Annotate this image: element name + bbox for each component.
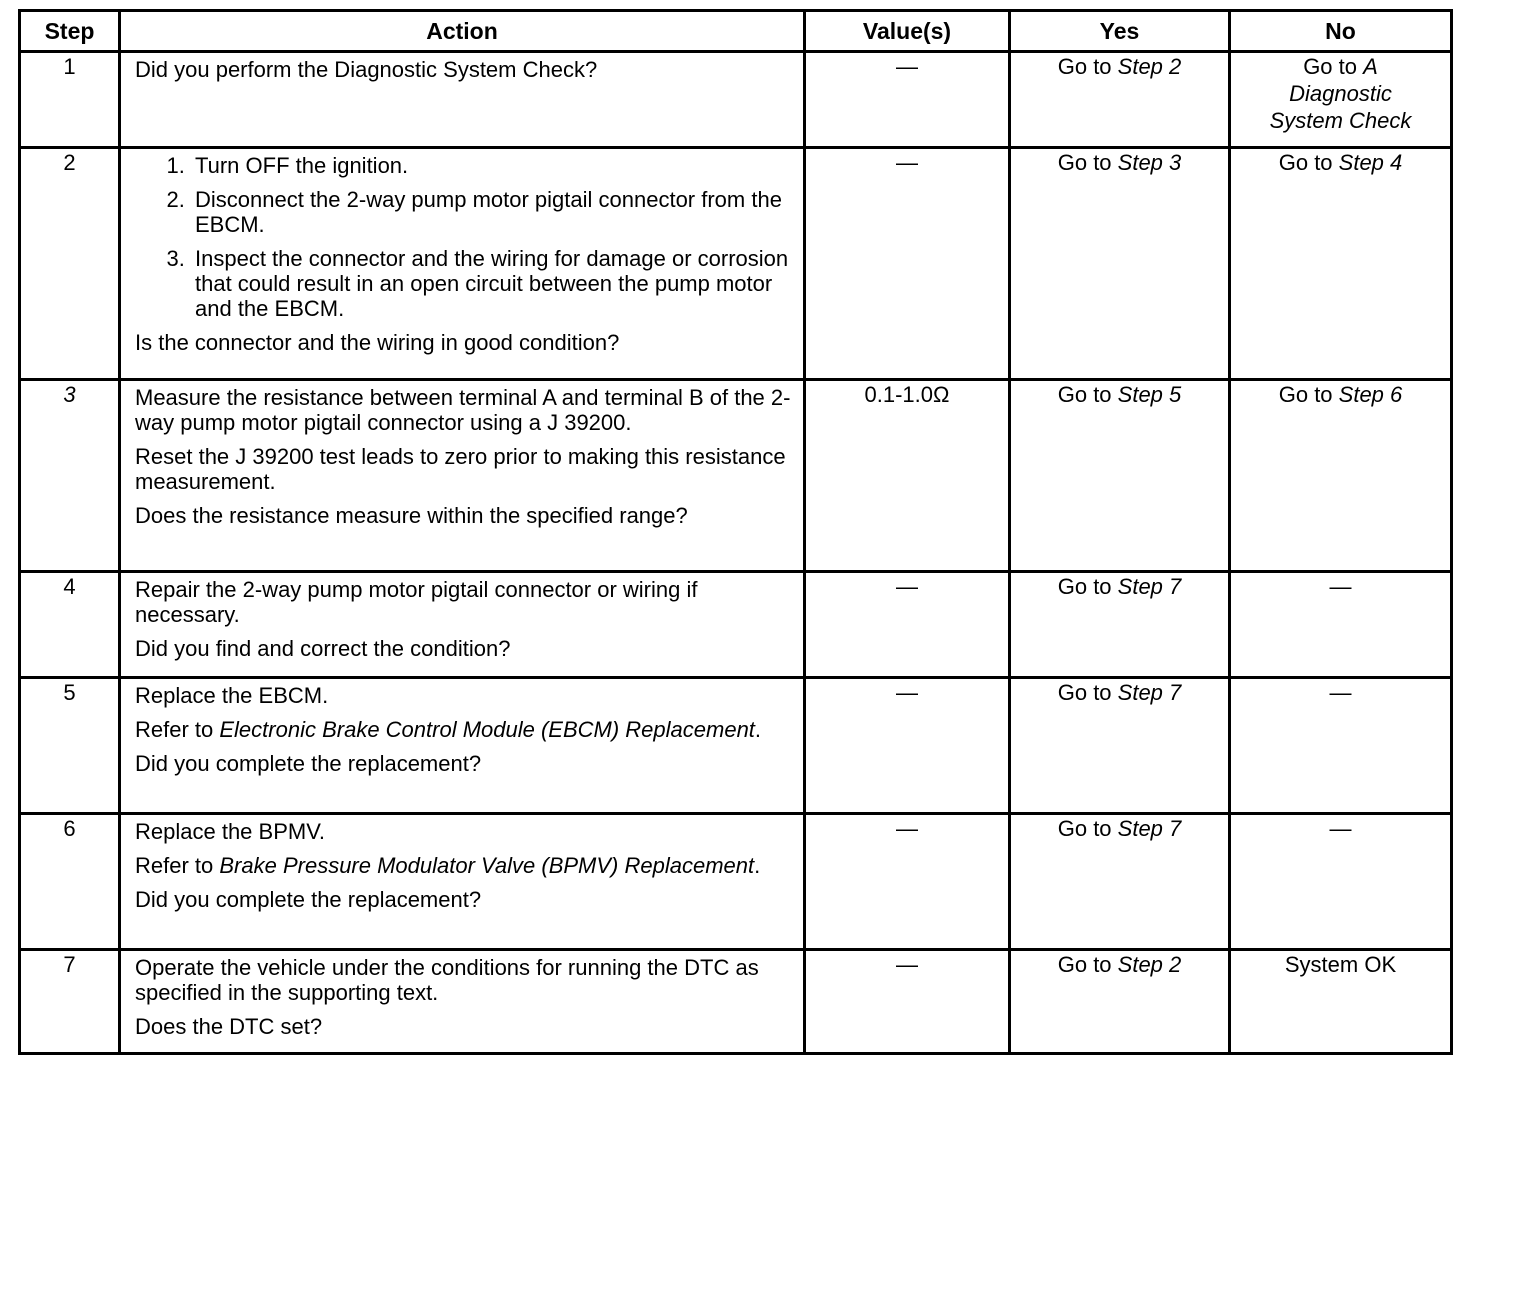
action-cell <box>120 148 805 380</box>
refer-prefix: Refer to <box>135 853 220 878</box>
yes-step-ref: Step 7 <box>1117 816 1182 841</box>
list-item: 3. Inspect the connector and the wiring for damage or corrosion that could result in an open circuit between the pump motor and the EBCM. <box>191 246 793 321</box>
action-line: Measure the resistance between terminal A and terminal B of the 2-way pump motor pigtail connector using a J 39200. <box>135 385 791 435</box>
yes-prefix: Go to <box>1057 680 1118 705</box>
value-cell: — <box>805 52 1010 148</box>
yes-prefix: Go to <box>1057 382 1118 407</box>
refer-prefix: Refer to <box>135 717 220 742</box>
yes-step-ref: Step 2 <box>1117 54 1182 79</box>
table-row-step-6 <box>20 814 1452 950</box>
action-steps-list <box>135 153 793 321</box>
action-question: Does the resistance measure within the specified range? <box>135 503 688 528</box>
no-cell <box>1230 148 1452 380</box>
action-question: Did you find and correct the condition? <box>135 636 511 661</box>
value-cell: — <box>805 572 1010 678</box>
action-refer <box>135 853 793 878</box>
no-cell: — <box>1230 572 1452 678</box>
yes-cell <box>1010 678 1230 814</box>
header-step: Step <box>20 11 120 52</box>
action-question: Did you perform the Diagnostic System Check? <box>135 57 598 82</box>
yes-step-ref: Step 2 <box>1117 952 1182 977</box>
no-line <box>1235 80 1446 107</box>
action-cell <box>120 950 805 1054</box>
list-item: 1. Turn OFF the ignition. <box>191 153 793 178</box>
action-line: Replace the EBCM. <box>135 683 329 708</box>
no-cell: — <box>1230 814 1452 950</box>
refer-suffix: . <box>754 853 761 878</box>
diagnostic-table <box>18 9 1453 1055</box>
no-line <box>1235 53 1446 80</box>
action-line: Replace the BPMV. <box>135 819 325 844</box>
header-action: Action <box>120 11 805 52</box>
refer-title: Electronic Brake Control Module (EBCM) Replacement <box>219 717 755 742</box>
list-item: 2. Disconnect the 2-way pump motor pigtail connector from the EBCM. <box>191 187 793 237</box>
table-row-step-2 <box>20 148 1452 380</box>
yes-prefix: Go to <box>1057 952 1118 977</box>
step-number: 2 <box>20 148 120 380</box>
refer-suffix: . <box>754 717 762 742</box>
step-number: 7 <box>20 950 120 1054</box>
action-question: Is the connector and the wiring in good condition? <box>135 330 620 355</box>
yes-cell <box>1010 380 1230 572</box>
table-row-step-3 <box>20 380 1452 572</box>
yes-cell <box>1010 148 1230 380</box>
no-ref: Diagnostic <box>1289 81 1392 106</box>
action-cell <box>120 52 805 148</box>
yes-cell <box>1010 572 1230 678</box>
step-number: 5 <box>20 678 120 814</box>
step-number: 1 <box>20 52 120 148</box>
value-cell: — <box>805 678 1010 814</box>
value-cell: — <box>805 148 1010 380</box>
yes-step-ref: Step 7 <box>1117 680 1182 705</box>
step-number: 4 <box>20 572 120 678</box>
header-row <box>20 11 1452 52</box>
action-cell <box>120 380 805 572</box>
action-question: Does the DTC set? <box>135 1014 323 1039</box>
action-refer <box>135 717 793 742</box>
yes-prefix: Go to <box>1057 54 1118 79</box>
value-cell: 0.1-1.0Ω <box>805 380 1010 572</box>
header-no: No <box>1230 11 1452 52</box>
action-cell <box>120 572 805 678</box>
no-prefix: Go to <box>1303 54 1364 79</box>
step-number <box>20 380 120 572</box>
yes-step-ref: Step 3 <box>1117 150 1182 175</box>
no-prefix: Go to <box>1278 150 1339 175</box>
action-cell <box>120 814 805 950</box>
yes-prefix: Go to <box>1057 574 1118 599</box>
header-values: Value(s) <box>805 11 1010 52</box>
action-question: Did you complete the replacement? <box>135 887 482 912</box>
no-prefix: Go to <box>1278 382 1339 407</box>
no-cell: System OK <box>1230 950 1452 1054</box>
step-number-text: 3 <box>63 382 76 407</box>
action-line: Operate the vehicle under the conditions for running the DTC as specified in the supporting text. <box>135 955 759 1005</box>
value-cell: — <box>805 950 1010 1054</box>
action-line: Repair the 2-way pump motor pigtail connector or wiring if necessary. <box>135 577 698 627</box>
yes-step-ref: Step 7 <box>1117 574 1182 599</box>
no-ref: System Check <box>1269 108 1412 133</box>
yes-step-ref: Step 5 <box>1117 382 1182 407</box>
refer-title: Brake Pressure Modulator Valve (BPMV) Replacement <box>219 853 755 878</box>
no-step-ref: Step 6 <box>1338 382 1403 407</box>
no-cell <box>1230 52 1452 148</box>
table-row-step-4 <box>20 572 1452 678</box>
action-line: Reset the J 39200 test leads to zero prior to making this resistance measurement. <box>135 444 786 494</box>
no-cell: — <box>1230 678 1452 814</box>
step-number: 6 <box>20 814 120 950</box>
yes-prefix: Go to <box>1057 150 1118 175</box>
action-cell <box>120 678 805 814</box>
table-row-step-5 <box>20 678 1452 814</box>
no-ref: A <box>1363 54 1378 79</box>
no-cell <box>1230 380 1452 572</box>
yes-cell <box>1010 52 1230 148</box>
action-question: Did you complete the replacement? <box>135 751 482 776</box>
table-row-step-7 <box>20 950 1452 1054</box>
yes-prefix: Go to <box>1057 816 1118 841</box>
yes-cell <box>1010 814 1230 950</box>
value-cell: — <box>805 814 1010 950</box>
yes-cell <box>1010 950 1230 1054</box>
table-row-step-1 <box>20 52 1452 148</box>
no-step-ref: Step 4 <box>1338 150 1403 175</box>
no-line <box>1235 107 1446 134</box>
header-yes: Yes <box>1010 11 1230 52</box>
